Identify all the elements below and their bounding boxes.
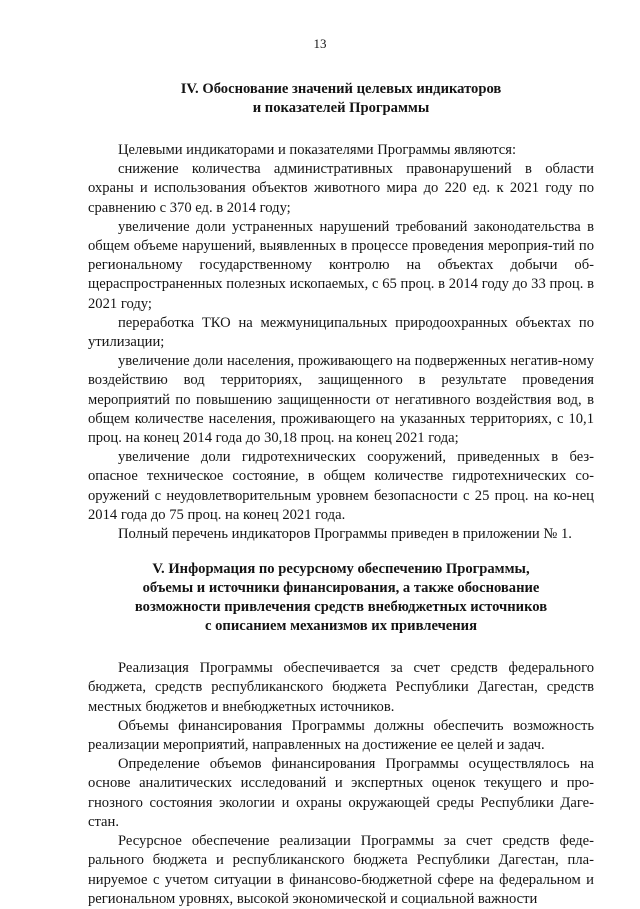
section-iv-heading bbox=[88, 80, 594, 118]
section-v-heading-line: с описанием механизмов их привлечения bbox=[205, 618, 477, 635]
section-iv-heading-line: и показателей Программы bbox=[252, 100, 430, 116]
page-number: 13 bbox=[313, 36, 327, 51]
section-v-paragraph: Ресурсное обеспечение реализации Программы за счет средств феде-рального бюджета и республиканского бюджета Республики Дагестан, пла-нируемое с учетом ситуации в финансово-бюджетной сфере на федеральном и региональном уровнях, высокой экономической и социальной важности bbox=[88, 833, 594, 907]
section-iv-paragraph: переработка ТКО на межмуниципальных природоохранных объектах по утилизации; bbox=[88, 314, 594, 351]
section-v-paragraph: Реализация Программы обеспечивается за счет средств федерального бюджета, средств республиканского бюджета Республики Дагестан, средств местных бюджетов и внебюджетных источников. bbox=[88, 660, 594, 715]
section-iv-heading-line: IV. Обоснование значений целевых индикаторов bbox=[180, 81, 502, 97]
section-v-heading-line: V. Информация по ресурсному обеспечению Программы, bbox=[152, 561, 530, 578]
section-v-heading-line: объемы и источники финансирования, а также обоснование bbox=[142, 580, 540, 597]
section-iv-paragraph: увеличение доли населения, проживающего на подверженных негатив-ному воздействию вод территориях, защищенного в результате проведения мероприятий по повышению защищенности от негативного воздействия вод, в общем количестве населения, проживающего на указанных территориях, с 10,1 проц. на конец 2014 года до 30,18 проц. на конец 2021 года; bbox=[88, 353, 594, 447]
section-iv-paragraph: Целевыми индикаторами и показателями Программы являются: bbox=[118, 142, 516, 158]
section-v-paragraph: Объемы финансирования Программы должны обеспечить возможность реализации мероприятий, направленных на достижение ее целей и задач. bbox=[88, 717, 594, 754]
page-content bbox=[88, 80, 594, 909]
section-iv-paragraph: снижение количества административных правонарушений в области охраны и использования объектов животного мира до 220 ед. к 2021 году по сравнению с 370 ед. в 2014 году; bbox=[88, 161, 594, 216]
section-v-paragraph: Определение объемов финансирования Программы осуществлялось на основе аналитических исследований и экспертных оценок текущего и про-гнозного состояния экологии и охраны окружающей среды Республики Даге-стан. bbox=[88, 756, 594, 830]
section-iv-paragraph: увеличение доли гидротехнических сооружений, приведенных в без-опасное техническое состояние, в общем количестве гидротехнических со-оружений с неудовлетворительным уровнем безопасности с 25 проц. на ко-нец 2014 года до 75 проц. на конец 2021 года. bbox=[88, 449, 594, 523]
section-v-heading-line: возможности привлечения средств внебюджетных источников bbox=[134, 599, 548, 616]
section-iv-paragraph: Полный перечень индикаторов Программы приведен в приложении № 1. bbox=[118, 526, 572, 543]
section-iv-paragraph: увеличение доли устраненных нарушений требований законодательства в общем объеме нарушений, выявленных в процессе проведения мероприя-тий по региональному государственному контролю на объектах добычи об-щераспространенных полезных ископаемых, с 65 проц. в 2014 году до 33 проц. в 2021 году; bbox=[88, 218, 594, 312]
section-v-heading bbox=[88, 560, 594, 636]
